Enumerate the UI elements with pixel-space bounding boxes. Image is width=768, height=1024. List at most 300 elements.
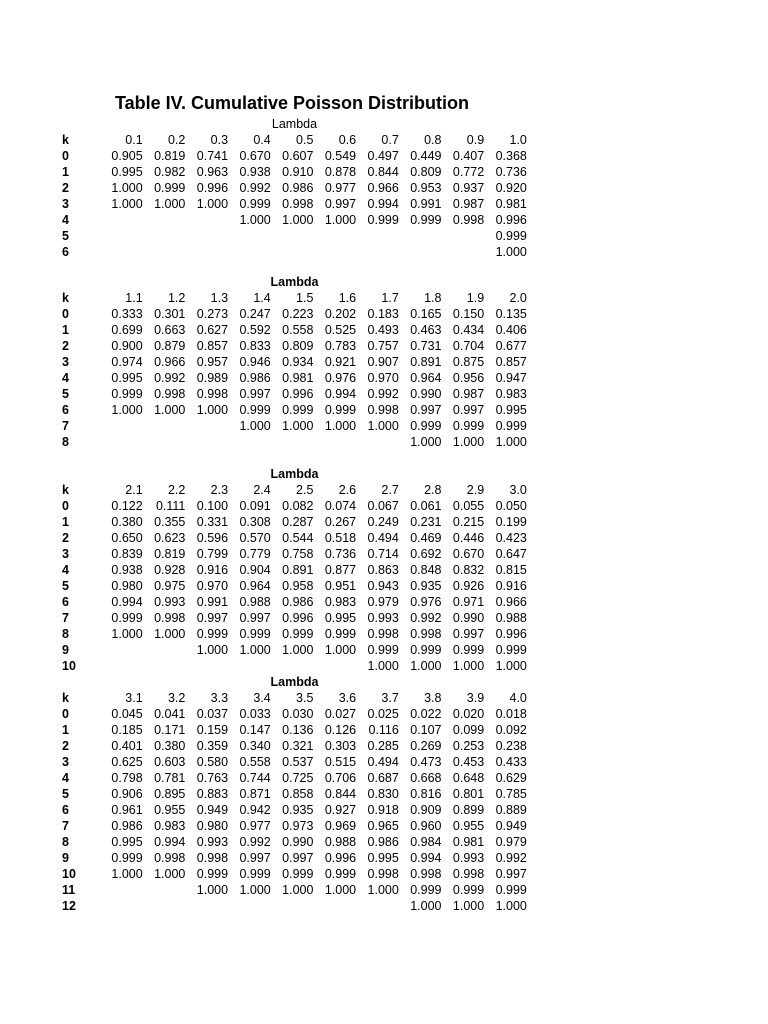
poisson-table <box>62 482 527 674</box>
lambda-column-header: 3.2 <box>167 691 186 705</box>
table-row <box>62 562 527 578</box>
probability-cell <box>100 228 143 244</box>
table-row <box>62 386 527 402</box>
probability-cell <box>356 434 399 450</box>
lambda-column-header: 3.8 <box>424 691 442 705</box>
probability-cell: 0.992 <box>367 387 399 401</box>
probability-cell: 0.955 <box>154 803 186 817</box>
lambda-column-header: 3.3 <box>210 691 229 705</box>
probability-cell: 0.231 <box>410 515 442 529</box>
probability-cell: 0.934 <box>282 355 314 369</box>
probability-cell: 0.964 <box>410 371 442 385</box>
probability-cell: 1.000 <box>196 403 229 417</box>
k-value-cell: 6 <box>62 803 69 817</box>
table-row <box>62 754 527 770</box>
probability-cell: 0.111 <box>155 499 186 513</box>
probability-cell: 0.998 <box>154 611 186 625</box>
k-value-cell: 4 <box>62 563 69 577</box>
probability-cell: 0.991 <box>196 595 229 609</box>
probability-cell: 0.223 <box>282 307 314 321</box>
probability-cell: 0.900 <box>111 339 143 353</box>
probability-cell: 0.171 <box>154 723 186 737</box>
lambda-column-header: 3.5 <box>296 691 314 705</box>
probability-cell: 0.801 <box>452 787 485 801</box>
probability-cell <box>100 434 143 450</box>
probability-cell: 0.997 <box>324 197 357 211</box>
k-value-cell: 7 <box>62 819 69 833</box>
lambda-column-header: 3.7 <box>381 691 399 705</box>
probability-cell: 0.906 <box>111 787 143 801</box>
probability-cell: 1.000 <box>324 883 357 897</box>
probability-cell: 0.998 <box>452 213 485 227</box>
lambda-column-header: 3.4 <box>253 691 271 705</box>
probability-cell: 0.999 <box>452 883 485 897</box>
probability-cell: 1.000 <box>495 435 527 449</box>
k-value-cell: 0 <box>62 499 69 513</box>
probability-cell: 1.000 <box>239 883 271 897</box>
probability-cell: 0.999 <box>495 883 527 897</box>
probability-cell: 0.055 <box>452 499 485 513</box>
probability-cell: 1.000 <box>282 419 314 433</box>
probability-cell: 0.999 <box>282 627 314 641</box>
probability-cell: 0.744 <box>239 771 271 785</box>
probability-cell: 1.000 <box>324 643 357 657</box>
probability-cell: 0.982 <box>154 165 186 179</box>
probability-cell: 0.986 <box>282 595 314 609</box>
probability-cell: 0.999 <box>452 419 485 433</box>
probability-cell: 0.994 <box>367 197 399 211</box>
probability-cell: 0.107 <box>410 723 442 737</box>
probability-cell: 0.956 <box>452 371 485 385</box>
probability-cell: 0.995 <box>367 851 399 865</box>
probability-cell: 0.971 <box>452 595 485 609</box>
probability-cell: 0.629 <box>495 771 527 785</box>
probability-cell: 0.830 <box>367 787 399 801</box>
probability-cell: 0.883 <box>196 787 229 801</box>
probability-cell: 0.960 <box>410 819 442 833</box>
probability-cell: 0.401 <box>111 739 143 753</box>
table-row <box>62 418 527 434</box>
probability-cell: 0.061 <box>410 499 442 513</box>
table-row <box>62 530 527 546</box>
probability-cell: 0.741 <box>196 149 229 163</box>
probability-cell: 0.984 <box>410 835 442 849</box>
lambda-label: Lambda <box>270 275 319 289</box>
probability-cell: 0.725 <box>282 771 314 785</box>
probability-cell: 1.000 <box>282 213 314 227</box>
probability-cell: 0.433 <box>495 755 527 769</box>
lambda-column-header: 0.2 <box>167 133 186 147</box>
probability-cell: 0.955 <box>452 819 485 833</box>
probability-cell: 0.779 <box>239 547 271 561</box>
probability-cell: 1.000 <box>495 899 527 913</box>
probability-cell: 0.699 <box>111 323 143 337</box>
lambda-label: Lambda <box>270 467 319 481</box>
table-row <box>62 402 527 418</box>
probability-cell: 0.844 <box>324 787 357 801</box>
k-value-cell: 10 <box>62 867 76 881</box>
lambda-column-header: 0.4 <box>253 133 271 147</box>
probability-cell: 0.937 <box>452 181 485 195</box>
lambda-column-header: 0.3 <box>210 133 229 147</box>
table-row <box>62 306 527 322</box>
probability-cell: 0.998 <box>196 387 229 401</box>
probability-cell <box>356 898 399 914</box>
poisson-table-block <box>62 274 527 450</box>
probability-cell: 0.993 <box>367 611 399 625</box>
probability-cell <box>228 228 271 244</box>
probability-cell: 1.000 <box>410 899 442 913</box>
probability-cell: 0.946 <box>239 355 271 369</box>
probability-cell: 0.998 <box>367 867 399 881</box>
probability-cell: 0.891 <box>410 355 442 369</box>
probability-cell: 1.000 <box>111 867 143 881</box>
probability-cell <box>100 642 143 658</box>
probability-cell <box>271 434 314 450</box>
probability-cell: 1.000 <box>495 245 527 259</box>
probability-cell <box>143 658 186 674</box>
probability-cell: 0.916 <box>495 579 527 593</box>
probability-cell: 0.969 <box>324 819 357 833</box>
probability-cell: 0.998 <box>410 627 442 641</box>
probability-cell: 0.935 <box>282 803 314 817</box>
probability-cell: 0.977 <box>239 819 271 833</box>
lambda-column-header: 0.5 <box>296 133 314 147</box>
probability-cell: 0.022 <box>410 707 442 721</box>
lambda-column-header: 4.0 <box>509 691 527 705</box>
lambda-column-header: 2.6 <box>338 483 357 497</box>
probability-cell: 0.648 <box>452 771 485 785</box>
probability-cell <box>100 658 143 674</box>
probability-cell: 0.879 <box>154 339 186 353</box>
probability-cell <box>399 228 442 244</box>
probability-cell: 0.953 <box>410 181 442 195</box>
lambda-column-header: 1.2 <box>167 291 186 305</box>
probability-cell <box>143 882 186 898</box>
probability-cell <box>185 434 228 450</box>
probability-cell: 0.199 <box>495 515 527 529</box>
probability-cell <box>356 244 399 260</box>
probability-cell: 0.949 <box>495 819 527 833</box>
probability-cell: 0.757 <box>367 339 399 353</box>
probability-cell: 0.986 <box>282 181 314 195</box>
lambda-column-header: 0.7 <box>381 133 399 147</box>
probability-cell <box>313 228 356 244</box>
k-value-cell: 9 <box>62 643 69 657</box>
lambda-column-header: 3.1 <box>125 691 143 705</box>
probability-cell: 0.596 <box>196 531 229 545</box>
probability-cell: 0.974 <box>111 355 143 369</box>
probability-cell: 0.082 <box>282 499 314 513</box>
probability-cell: 0.957 <box>196 355 229 369</box>
probability-cell: 0.999 <box>239 197 271 211</box>
probability-cell: 0.544 <box>282 531 314 545</box>
probability-cell: 0.996 <box>324 851 357 865</box>
probability-cell: 0.928 <box>154 563 186 577</box>
k-value-cell: 0 <box>62 307 69 321</box>
probability-cell: 1.000 <box>324 213 357 227</box>
probability-cell: 1.000 <box>154 867 186 881</box>
probability-cell: 0.549 <box>324 149 357 163</box>
probability-cell: 1.000 <box>154 403 186 417</box>
probability-cell: 0.494 <box>367 531 399 545</box>
probability-cell: 0.150 <box>452 307 485 321</box>
probability-cell: 0.970 <box>367 371 399 385</box>
probability-cell: 0.997 <box>239 611 271 625</box>
table-row <box>62 434 527 450</box>
probability-cell: 0.647 <box>495 547 527 561</box>
probability-cell: 0.799 <box>196 547 229 561</box>
probability-cell <box>143 434 186 450</box>
probability-cell: 0.995 <box>324 611 357 625</box>
probability-cell: 0.704 <box>452 339 485 353</box>
probability-cell: 0.997 <box>495 867 527 881</box>
probability-cell: 0.772 <box>452 165 485 179</box>
probability-cell: 0.997 <box>239 851 271 865</box>
probability-cell: 0.999 <box>282 867 314 881</box>
probability-cell: 0.493 <box>367 323 399 337</box>
probability-cell <box>100 244 143 260</box>
probability-cell <box>399 244 442 260</box>
probability-cell: 0.815 <box>495 563 527 577</box>
probability-cell: 0.731 <box>410 339 442 353</box>
probability-cell: 1.000 <box>367 419 399 433</box>
probability-cell: 0.938 <box>239 165 271 179</box>
probability-cell: 0.909 <box>410 803 442 817</box>
probability-cell: 0.285 <box>367 739 399 753</box>
probability-cell: 0.122 <box>111 499 143 513</box>
probability-cell: 0.926 <box>452 579 485 593</box>
probability-cell: 0.999 <box>495 643 527 657</box>
probability-cell: 0.988 <box>239 595 271 609</box>
table-row <box>62 354 527 370</box>
probability-cell: 0.998 <box>282 197 314 211</box>
probability-cell: 1.000 <box>452 435 485 449</box>
probability-cell: 0.999 <box>239 403 271 417</box>
probability-cell: 0.781 <box>154 771 186 785</box>
probability-cell <box>100 418 143 434</box>
probability-cell: 0.027 <box>324 707 357 721</box>
probability-cell: 0.997 <box>452 403 485 417</box>
table-row <box>62 770 527 786</box>
lambda-column-header: 3.0 <box>509 483 527 497</box>
probability-cell: 0.045 <box>111 707 143 721</box>
probability-cell: 0.380 <box>154 739 186 753</box>
probability-cell: 0.714 <box>367 547 399 561</box>
probability-cell: 0.999 <box>410 643 442 657</box>
probability-cell: 0.494 <box>367 755 399 769</box>
probability-cell: 0.185 <box>111 723 143 737</box>
probability-cell: 0.994 <box>410 851 442 865</box>
probability-cell: 0.518 <box>324 531 357 545</box>
probability-cell: 0.238 <box>495 739 527 753</box>
probability-cell: 0.877 <box>324 563 357 577</box>
k-column-header: k <box>62 691 69 705</box>
probability-cell: 0.537 <box>282 755 314 769</box>
probability-cell: 1.000 <box>239 213 271 227</box>
probability-cell: 0.997 <box>410 403 442 417</box>
probability-cell: 0.999 <box>324 627 357 641</box>
lambda-column-header: 1.1 <box>125 291 143 305</box>
probability-cell: 0.406 <box>495 323 527 337</box>
probability-cell: 0.878 <box>324 165 357 179</box>
probability-cell <box>228 898 271 914</box>
k-value-cell: 3 <box>62 755 69 769</box>
k-value-cell: 3 <box>62 197 69 211</box>
lambda-column-header: 1.8 <box>424 291 442 305</box>
probability-cell: 1.000 <box>324 419 357 433</box>
k-value-cell: 8 <box>62 627 69 641</box>
k-value-cell: 12 <box>62 899 76 913</box>
probability-cell: 0.951 <box>324 579 357 593</box>
table-row <box>62 866 527 882</box>
poisson-table-block <box>62 674 527 914</box>
probability-cell: 0.497 <box>367 149 399 163</box>
probability-cell: 0.816 <box>410 787 442 801</box>
probability-cell: 0.515 <box>324 755 357 769</box>
probability-cell: 0.992 <box>239 835 271 849</box>
probability-cell: 0.889 <box>495 803 527 817</box>
probability-cell: 0.998 <box>196 851 229 865</box>
probability-cell: 0.355 <box>154 515 186 529</box>
probability-cell: 0.981 <box>452 835 485 849</box>
probability-cell: 0.449 <box>410 149 442 163</box>
probability-cell: 1.000 <box>282 883 314 897</box>
probability-cell: 1.000 <box>111 197 143 211</box>
table-header-row <box>62 690 527 706</box>
probability-cell: 0.020 <box>452 707 485 721</box>
probability-cell: 0.995 <box>495 403 527 417</box>
probability-cell <box>100 882 143 898</box>
probability-cell: 0.074 <box>324 499 357 513</box>
k-value-cell: 2 <box>62 181 69 195</box>
probability-cell: 0.935 <box>410 579 442 593</box>
k-value-cell: 6 <box>62 595 69 609</box>
probability-cell: 0.963 <box>196 165 229 179</box>
probability-cell: 1.000 <box>367 883 399 897</box>
k-value-cell: 3 <box>62 547 69 561</box>
k-value-cell: 4 <box>62 213 69 227</box>
probability-cell <box>271 658 314 674</box>
probability-cell: 0.999 <box>367 643 399 657</box>
probability-cell: 0.627 <box>196 323 229 337</box>
lambda-column-header: 2.1 <box>125 483 143 497</box>
probability-cell: 0.592 <box>239 323 271 337</box>
probability-cell: 1.000 <box>111 181 143 195</box>
probability-cell: 0.469 <box>410 531 442 545</box>
probability-cell: 0.949 <box>196 803 229 817</box>
probability-cell: 0.116 <box>368 723 399 737</box>
probability-cell: 0.623 <box>154 531 186 545</box>
table-header-row <box>62 132 527 148</box>
k-value-cell: 6 <box>62 245 69 259</box>
k-value-cell: 4 <box>62 371 69 385</box>
k-value-cell: 2 <box>62 339 69 353</box>
probability-cell: 0.993 <box>196 835 229 849</box>
probability-cell: 1.000 <box>196 643 229 657</box>
probability-cell: 0.988 <box>324 835 357 849</box>
probability-cell: 0.423 <box>495 531 527 545</box>
probability-cell: 0.570 <box>239 531 271 545</box>
lambda-column-header: 2.2 <box>167 483 186 497</box>
probability-cell: 0.992 <box>154 371 186 385</box>
probability-cell: 0.446 <box>452 531 485 545</box>
probability-cell: 0.927 <box>324 803 357 817</box>
probability-cell: 0.041 <box>154 707 186 721</box>
probability-cell: 0.920 <box>495 181 527 195</box>
probability-cell: 0.247 <box>239 307 271 321</box>
probability-cell: 0.736 <box>324 547 357 561</box>
probability-cell: 0.287 <box>282 515 314 529</box>
probability-cell: 0.092 <box>495 723 527 737</box>
lambda-column-header: 2.7 <box>381 483 399 497</box>
probability-cell: 0.996 <box>196 181 229 195</box>
probability-cell: 1.000 <box>154 197 186 211</box>
probability-cell: 0.215 <box>452 515 485 529</box>
probability-cell: 1.000 <box>239 643 271 657</box>
probability-cell <box>185 228 228 244</box>
poisson-table <box>62 690 527 914</box>
probability-cell <box>271 898 314 914</box>
probability-cell: 0.832 <box>452 563 485 577</box>
probability-cell: 0.999 <box>324 403 357 417</box>
probability-cell: 0.999 <box>410 213 442 227</box>
probability-cell: 0.183 <box>367 307 399 321</box>
lambda-column-header: 2.9 <box>466 483 485 497</box>
probability-cell: 0.269 <box>410 739 442 753</box>
probability-cell: 0.030 <box>282 707 314 721</box>
probability-cell: 0.994 <box>324 387 357 401</box>
probability-cell: 0.687 <box>367 771 399 785</box>
probability-cell: 0.999 <box>282 403 314 417</box>
probability-cell: 0.970 <box>196 579 229 593</box>
probability-cell: 0.165 <box>410 307 442 321</box>
probability-cell: 0.999 <box>196 867 229 881</box>
probability-cell: 1.000 <box>239 419 271 433</box>
lambda-column-header: 0.6 <box>338 133 357 147</box>
probability-cell: 0.848 <box>410 563 442 577</box>
probability-cell: 0.965 <box>367 819 399 833</box>
probability-cell: 1.000 <box>410 659 442 673</box>
probability-cell: 0.987 <box>452 387 485 401</box>
probability-cell: 0.993 <box>452 851 485 865</box>
probability-cell: 0.603 <box>154 755 186 769</box>
probability-cell <box>185 898 228 914</box>
probability-cell: 0.819 <box>154 547 186 561</box>
probability-cell: 0.018 <box>495 707 527 721</box>
probability-cell: 0.763 <box>196 771 229 785</box>
k-value-cell: 4 <box>62 771 69 785</box>
table-header-row <box>62 482 527 498</box>
probability-cell: 0.943 <box>367 579 399 593</box>
table-row <box>62 578 527 594</box>
probability-cell: 0.998 <box>154 387 186 401</box>
probability-cell: 0.819 <box>154 149 186 163</box>
probability-cell: 1.000 <box>452 659 485 673</box>
k-value-cell: 9 <box>62 851 69 865</box>
lambda-column-header: 2.8 <box>424 483 442 497</box>
probability-cell: 0.453 <box>452 755 485 769</box>
probability-cell <box>442 228 485 244</box>
probability-cell: 0.942 <box>239 803 271 817</box>
probability-cell: 1.000 <box>495 659 527 673</box>
probability-cell: 0.916 <box>196 563 229 577</box>
probability-cell: 0.999 <box>154 181 186 195</box>
k-value-cell: 8 <box>62 835 69 849</box>
probability-cell: 0.126 <box>324 723 357 737</box>
table-row <box>62 802 527 818</box>
probability-cell: 0.999 <box>410 883 442 897</box>
